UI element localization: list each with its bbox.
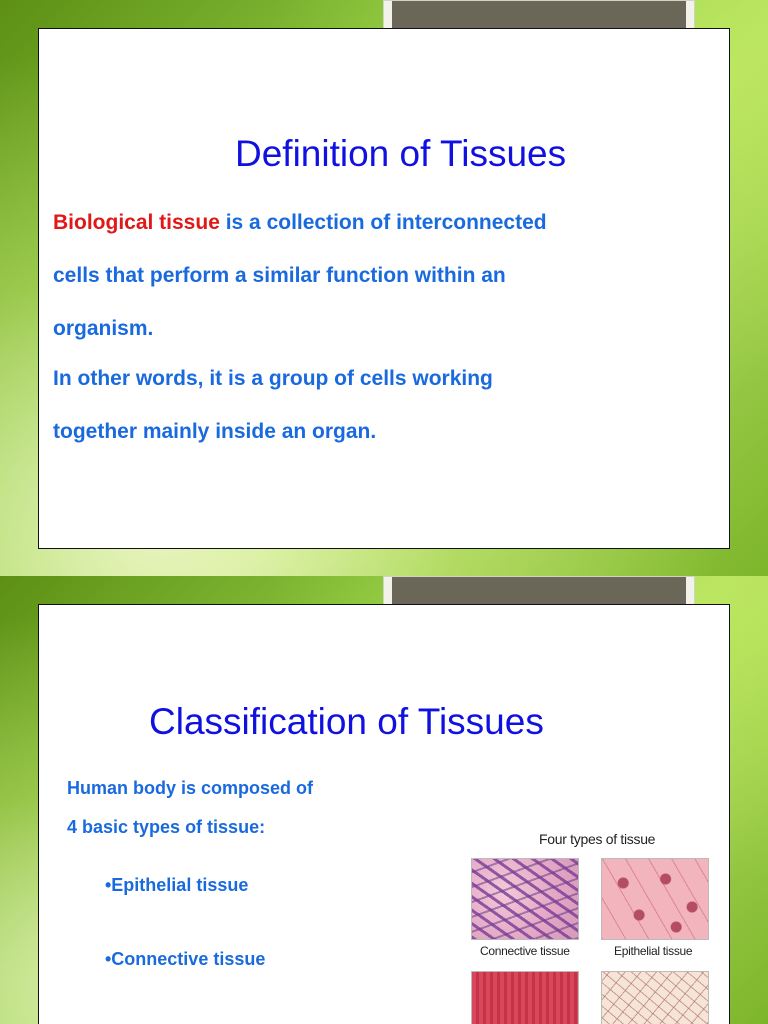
definition-line-4: In other words, it is a group of cells working [53,367,493,390]
connective-tissue-label: Connective tissue [480,944,570,958]
bullet-epithelial: •Epithelial tissue [105,875,249,895]
definition-line-1-text: is a collection of interconnected [219,211,547,234]
slide-card [38,604,730,1024]
slide-card [38,28,730,549]
slide-title: Classification of Tissues [149,701,544,742]
connective-tissue-image [471,858,579,940]
definition-line-1 [53,211,547,235]
bullet-connective: •Connective tissue [105,949,266,969]
highlighted-term: Biological tissue [53,211,220,234]
intro-line-1: Human body is composed of [67,778,314,798]
definition-line-2: cells that perform a similar function within an [53,264,506,287]
muscle-tissue-image [471,971,579,1024]
slide-classification [0,576,768,1024]
intro-line-2: 4 basic types of tissue: [67,817,266,837]
epithelial-tissue-label: Epithelial tissue [614,944,693,958]
definition-line-3: organism. [53,317,154,340]
nervous-tissue-image [601,971,709,1024]
figure-caption: Four types of tissue [539,831,656,847]
definition-line-5: together mainly inside an organ. [53,420,377,443]
slide-title: Definition of Tissues [235,133,567,174]
epithelial-tissue-image [601,858,709,940]
